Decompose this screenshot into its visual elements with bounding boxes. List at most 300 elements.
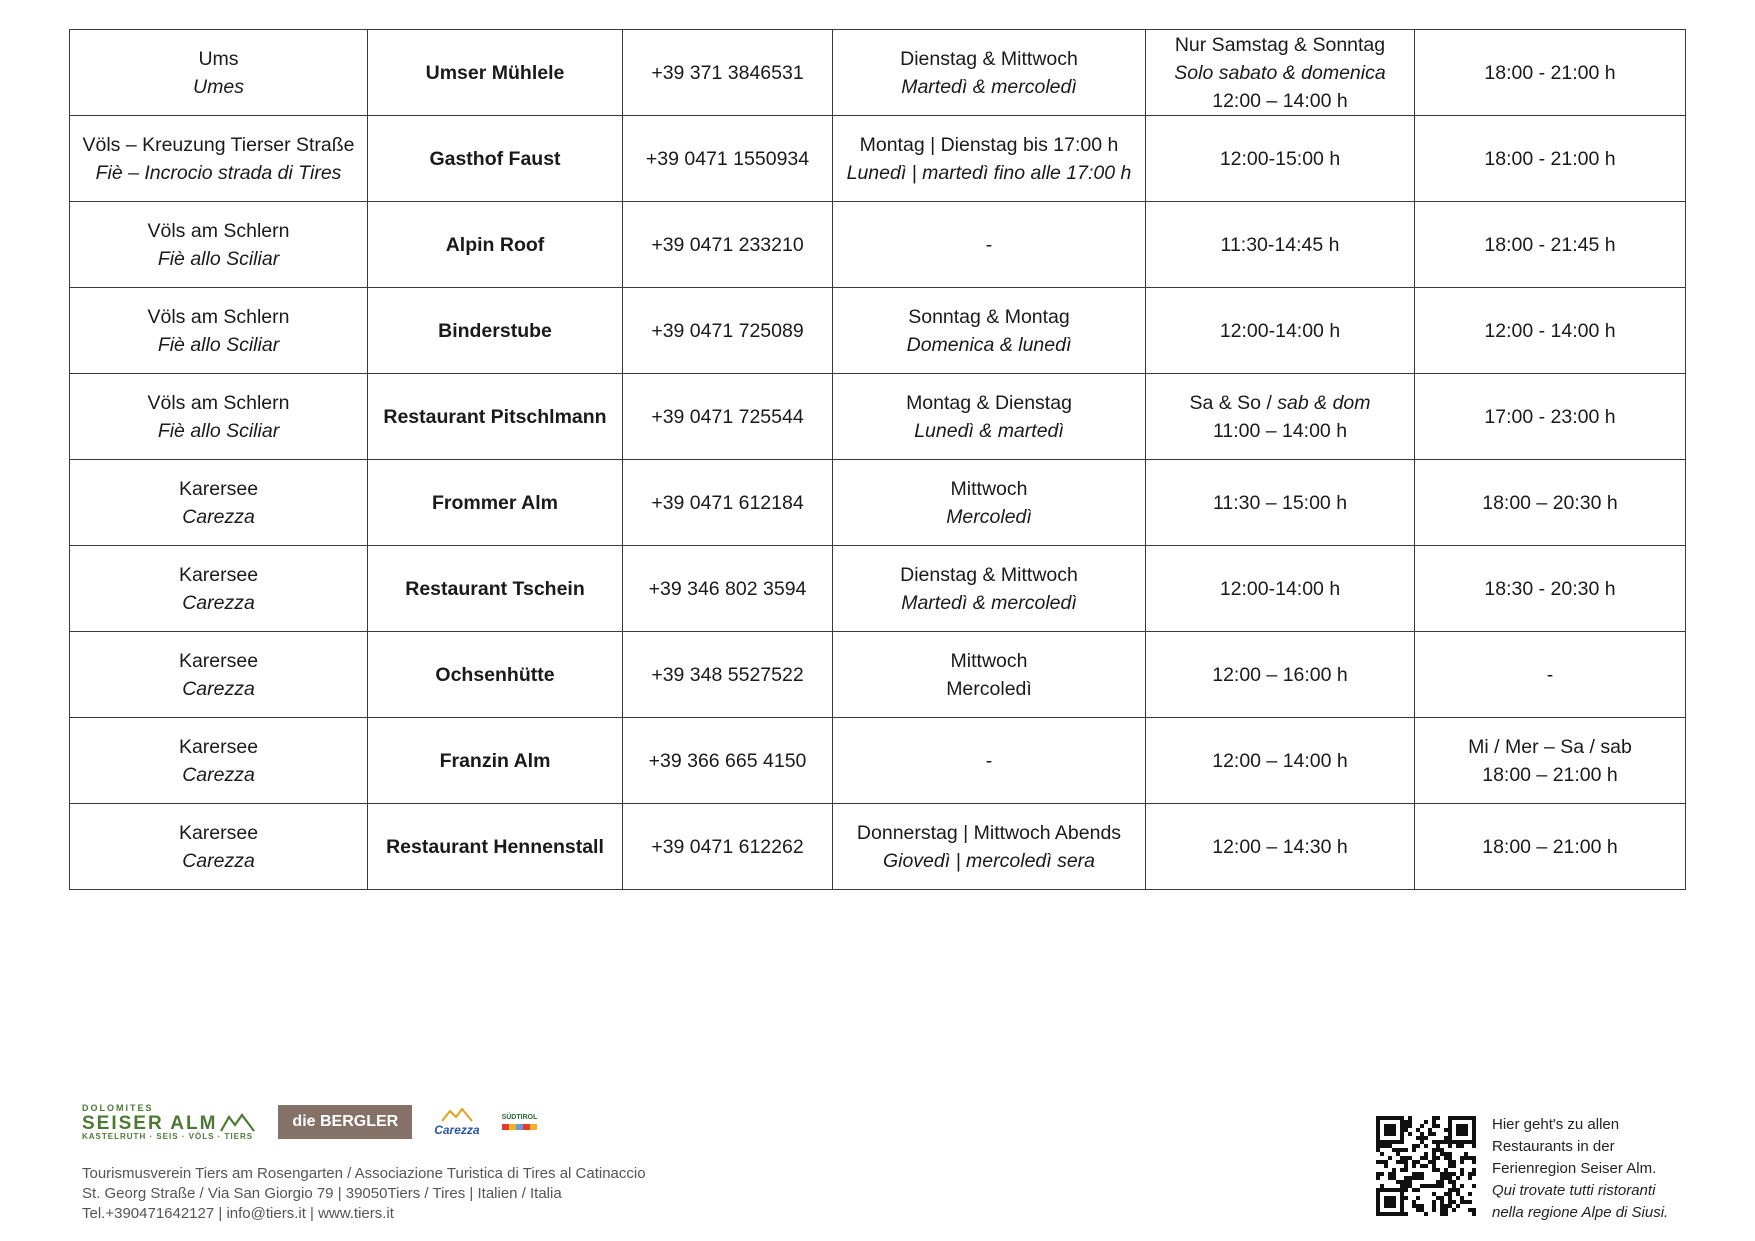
qr-module (1404, 1128, 1408, 1132)
qr-module (1412, 1188, 1416, 1192)
qr-module (1472, 1212, 1476, 1216)
qr-module (1440, 1172, 1444, 1176)
qr-module (1404, 1168, 1408, 1172)
qr-module (1456, 1128, 1460, 1132)
qr-module (1404, 1148, 1408, 1152)
qr-module (1448, 1172, 1452, 1176)
qr-module (1392, 1168, 1396, 1172)
qr-module (1408, 1120, 1412, 1124)
qr-module (1400, 1180, 1404, 1184)
qr-module (1440, 1200, 1444, 1204)
qr-module (1412, 1164, 1416, 1168)
qr-module (1448, 1156, 1452, 1160)
qr-module (1464, 1128, 1468, 1132)
qr-module (1468, 1176, 1472, 1180)
dinner-hours-cell (1415, 632, 1686, 718)
qr-module (1412, 1144, 1416, 1148)
location-cell (70, 718, 368, 804)
closed-extra: Mercoledì (946, 677, 1032, 700)
lunch-de: 12:00 – 14:00 h (1212, 749, 1348, 772)
qr-module (1436, 1124, 1440, 1128)
qr-module (1452, 1140, 1456, 1144)
location-de: Karersee (178, 477, 259, 500)
qr-module (1388, 1188, 1392, 1192)
qr-module (1444, 1136, 1448, 1140)
qr-module (1412, 1176, 1416, 1180)
qr-module (1448, 1152, 1452, 1156)
phone-cell[interactable]: +39 0471 612262 (623, 804, 833, 890)
qr-module (1436, 1196, 1440, 1200)
qr-module (1424, 1152, 1428, 1156)
phone-cell[interactable]: +39 346 802 3594 (623, 546, 833, 632)
qr-module (1448, 1196, 1452, 1200)
restaurant-name: Umser Mühlele (368, 30, 623, 116)
qr-code[interactable] (1376, 1116, 1476, 1216)
restaurant-name: Ochsenhütte (368, 632, 623, 718)
qr-module (1400, 1116, 1404, 1120)
qr-module (1440, 1196, 1444, 1200)
qr-module (1380, 1160, 1384, 1164)
qr-module (1472, 1208, 1476, 1212)
closed-days-cell (833, 632, 1146, 718)
qr-module (1392, 1116, 1396, 1120)
qr-module (1432, 1160, 1436, 1164)
qr-module (1452, 1180, 1456, 1184)
qr-module (1376, 1192, 1380, 1196)
qr-module (1380, 1212, 1384, 1216)
qr-module (1400, 1212, 1404, 1216)
lunch-hours-cell (1146, 30, 1415, 116)
closed-de: Mittwoch (950, 477, 1028, 500)
lunch-hours-cell (1146, 718, 1415, 804)
qr-module (1384, 1132, 1388, 1136)
table-row (70, 546, 1686, 632)
closed-de: Montag & Dienstag (906, 391, 1072, 414)
dinner-main: 18:30 - 20:30 h (1484, 577, 1616, 600)
qr-module (1388, 1172, 1392, 1176)
lunch-hours-cell (1146, 202, 1415, 288)
qr-module (1376, 1188, 1380, 1192)
qr-module (1460, 1172, 1464, 1176)
restaurant-name: Restaurant Pitschlmann (368, 374, 623, 460)
qr-module (1412, 1148, 1416, 1152)
lunch-hours-cell (1146, 374, 1415, 460)
qr-module (1420, 1136, 1424, 1140)
restaurant-name: Alpin Roof (368, 202, 623, 288)
qr-module (1388, 1116, 1392, 1120)
qr-module (1404, 1188, 1408, 1192)
qr-module (1384, 1124, 1388, 1128)
location-cell (70, 460, 368, 546)
qr-module (1432, 1168, 1436, 1172)
qr-module (1376, 1124, 1380, 1128)
qr-module (1448, 1160, 1452, 1164)
location-cell (70, 632, 368, 718)
closed-it: Lunedì | martedì fino alle 17:00 h (846, 161, 1132, 184)
qr-module (1412, 1160, 1416, 1164)
dinner-hours-cell (1415, 202, 1686, 288)
restaurant-name: Frommer Alm (368, 460, 623, 546)
qr-module (1448, 1192, 1452, 1196)
qr-module (1392, 1132, 1396, 1136)
qr-module (1400, 1168, 1404, 1172)
location-it: Carezza (182, 763, 255, 786)
qr-module (1444, 1172, 1448, 1176)
qr-module (1400, 1184, 1404, 1188)
qr-module (1452, 1172, 1456, 1176)
dinner-hours: 18:00 – 21:00 h (1482, 763, 1618, 786)
location-de: Karersee (178, 735, 259, 758)
footer-left (82, 1100, 646, 1224)
qr-module (1384, 1212, 1388, 1216)
qr-module (1444, 1176, 1448, 1180)
closed-it: Martedì & mercoledì (901, 75, 1077, 98)
qr-module (1456, 1188, 1460, 1192)
dinner-hours-cell (1415, 718, 1686, 804)
qr-module (1472, 1168, 1476, 1172)
qr-module (1404, 1160, 1408, 1164)
restaurant-name: Gasthof Faust (368, 116, 623, 202)
qr-module (1384, 1116, 1388, 1120)
qr-module (1384, 1140, 1388, 1144)
qr-module (1468, 1116, 1472, 1120)
qr-module (1456, 1132, 1460, 1136)
lunch-de: 12:00-14:00 h (1219, 319, 1341, 342)
qr-module (1444, 1204, 1448, 1208)
qr-module (1420, 1184, 1424, 1188)
qr-module (1400, 1128, 1404, 1132)
qr-module (1472, 1124, 1476, 1128)
qr-module (1468, 1172, 1472, 1176)
qr-module (1388, 1212, 1392, 1216)
qr-module (1392, 1148, 1396, 1152)
phone-cell[interactable]: +39 0471 725089 (623, 288, 833, 374)
closed-days-cell (833, 202, 1146, 288)
location-it: Carezza (182, 849, 255, 872)
address-line: St. Georg Straße / Via San Giorgio 79 | 39050Tiers / Tires | Italien / Italia (82, 1185, 562, 1202)
qr-module (1420, 1176, 1424, 1180)
qr-module (1472, 1120, 1476, 1124)
qr-module (1460, 1144, 1464, 1148)
qr-module (1384, 1196, 1388, 1200)
qr-module (1384, 1160, 1388, 1164)
qr-module (1468, 1208, 1472, 1212)
carezza-logo: Carezza (434, 1108, 479, 1136)
location-it: Carezza (182, 505, 255, 528)
phone-cell[interactable]: +39 0471 725544 (623, 374, 833, 460)
qr-module (1400, 1160, 1404, 1164)
qr-module (1392, 1212, 1396, 1216)
table-row (70, 632, 1686, 718)
qr-module (1420, 1124, 1424, 1128)
qr-module (1436, 1180, 1440, 1184)
qr-module (1376, 1160, 1380, 1164)
closed-days-cell (833, 718, 1146, 804)
qr-module (1392, 1172, 1396, 1176)
qr-module (1432, 1156, 1436, 1160)
phone-cell[interactable]: +39 0471 1550934 (623, 116, 833, 202)
qr-module (1432, 1120, 1436, 1124)
lunch-de: 12:00 – 16:00 h (1212, 663, 1348, 686)
dinner-hours-cell (1415, 288, 1686, 374)
qr-module (1384, 1200, 1388, 1204)
table-row (70, 288, 1686, 374)
partner-logos (82, 1100, 646, 1144)
qr-module (1452, 1116, 1456, 1120)
location-de: Karersee (178, 821, 259, 844)
qr-module (1404, 1124, 1408, 1128)
qr-module (1416, 1188, 1420, 1192)
qr-module (1400, 1136, 1404, 1140)
qr-module (1376, 1204, 1380, 1208)
qr-module (1388, 1128, 1392, 1132)
qr-module (1432, 1164, 1436, 1168)
qr-module (1448, 1136, 1452, 1140)
location-it: Carezza (182, 591, 255, 614)
dinner-main: 12:00 - 14:00 h (1484, 319, 1616, 342)
qr-module (1388, 1124, 1392, 1128)
qr-module (1424, 1184, 1428, 1188)
closed-de: Dienstag & Mittwoch (900, 563, 1078, 586)
qr-module (1416, 1128, 1420, 1132)
qr-module (1416, 1204, 1420, 1208)
qr-module (1432, 1204, 1436, 1208)
closed-de: Montag | Dienstag bis 17:00 h (859, 133, 1119, 156)
qr-module (1464, 1132, 1468, 1136)
qr-module (1404, 1184, 1408, 1188)
location-it: Carezza (182, 677, 255, 700)
qr-module (1392, 1200, 1396, 1204)
phone-cell[interactable]: +39 0471 612184 (623, 460, 833, 546)
lunch-hours-cell (1146, 804, 1415, 890)
dinner-main: Mi / Mer – Sa / sab (1468, 735, 1632, 758)
lunch-de: 12:00 – 14:30 h (1212, 835, 1348, 858)
qr-module (1408, 1184, 1412, 1188)
qr-module (1472, 1172, 1476, 1176)
qr-module (1376, 1128, 1380, 1132)
closed-it: Domenica & lunedì (906, 333, 1072, 356)
qr-module (1400, 1148, 1404, 1152)
lunch-hours-cell (1146, 116, 1415, 202)
dinner-main: 18:00 – 20:30 h (1482, 491, 1618, 514)
qr-module (1440, 1212, 1444, 1216)
lunch-hours: 12:00 – 14:00 h (1212, 89, 1348, 112)
qr-module (1472, 1132, 1476, 1136)
qr-module (1432, 1200, 1436, 1204)
qr-module (1400, 1124, 1404, 1128)
qr-module (1432, 1208, 1436, 1212)
qr-module (1468, 1140, 1472, 1144)
lunch-de: Nur Samstag & Sonntag (1174, 33, 1386, 56)
restaurant-name: Franzin Alm (368, 718, 623, 804)
qr-module (1416, 1160, 1420, 1164)
qr-module (1436, 1156, 1440, 1160)
qr-module (1460, 1200, 1464, 1204)
qr-module (1400, 1192, 1404, 1196)
phone-cell[interactable]: +39 366 665 4150 (623, 718, 833, 804)
qr-module (1392, 1188, 1396, 1192)
qr-module (1456, 1140, 1460, 1144)
qr-module (1376, 1120, 1380, 1124)
qr-module (1448, 1176, 1452, 1180)
qr-module (1424, 1164, 1428, 1168)
location-cell (70, 30, 368, 116)
closed-days-cell (833, 30, 1146, 116)
qr-module (1460, 1168, 1464, 1172)
qr-module (1432, 1124, 1436, 1128)
closed-days-cell (833, 804, 1146, 890)
qr-module (1400, 1188, 1404, 1192)
qr-module (1388, 1176, 1392, 1180)
phone-cell[interactable]: +39 0471 233210 (623, 202, 833, 288)
qr-module (1436, 1116, 1440, 1120)
location-de: Völs am Schlern (147, 305, 290, 328)
qr-module (1456, 1116, 1460, 1120)
location-it: Fiè – Incrocio strada di Tires (95, 161, 342, 184)
qr-module (1464, 1124, 1468, 1128)
qr-module (1408, 1124, 1412, 1128)
qr-module (1408, 1180, 1412, 1184)
qr-module (1388, 1140, 1392, 1144)
qr-module (1448, 1200, 1452, 1204)
qr-module (1380, 1152, 1384, 1156)
qr-module (1408, 1116, 1412, 1120)
qr-module (1440, 1140, 1444, 1144)
qr-module (1424, 1120, 1428, 1124)
qr-module (1416, 1144, 1420, 1148)
location-it: Fiè allo Sciliar (157, 333, 280, 356)
qr-module (1468, 1156, 1472, 1160)
closed-it: Martedì & mercoledì (901, 591, 1077, 614)
qr-module (1420, 1156, 1424, 1160)
qr-module (1424, 1144, 1428, 1148)
qr-module (1380, 1116, 1384, 1120)
qr-module (1448, 1204, 1452, 1208)
qr-module (1424, 1136, 1428, 1140)
lunch-hours-cell (1146, 546, 1415, 632)
qr-module (1376, 1132, 1380, 1136)
dinner-hours-cell (1415, 804, 1686, 890)
qr-module (1472, 1128, 1476, 1132)
phone-cell[interactable]: +39 348 5527522 (623, 632, 833, 718)
location-de: Ums (198, 47, 239, 70)
address-block (82, 1164, 646, 1224)
qr-module (1416, 1172, 1420, 1176)
qr-module (1420, 1204, 1424, 1208)
qr-module (1428, 1160, 1432, 1164)
location-it: Fiè allo Sciliar (157, 419, 280, 442)
dinner-hours-cell (1415, 116, 1686, 202)
qr-module (1440, 1152, 1444, 1156)
qr-module (1416, 1208, 1420, 1212)
location-de: Völs am Schlern (147, 391, 290, 414)
qr-module (1456, 1124, 1460, 1128)
qr-module (1396, 1188, 1400, 1192)
restaurant-name: Restaurant Hennenstall (368, 804, 623, 890)
dinner-main: 17:00 - 23:00 h (1484, 405, 1616, 428)
qr-module (1448, 1144, 1452, 1148)
qr-module (1456, 1204, 1460, 1208)
location-cell (70, 202, 368, 288)
closed-de: Sonntag & Montag (908, 305, 1070, 328)
qr-module (1460, 1116, 1464, 1120)
qr-module (1400, 1140, 1404, 1144)
qr-module (1404, 1120, 1408, 1124)
qr-module (1444, 1168, 1448, 1172)
qr-module (1400, 1120, 1404, 1124)
phone-cell[interactable]: +39 371 3846531 (623, 30, 833, 116)
lunch-hours-cell (1146, 288, 1415, 374)
qr-module (1404, 1156, 1408, 1160)
qr-module (1464, 1200, 1468, 1204)
qr-module (1444, 1208, 1448, 1212)
qr-module (1460, 1128, 1464, 1132)
dinner-hours-cell (1415, 374, 1686, 460)
qr-module (1444, 1156, 1448, 1160)
address-line: Tourismusverein Tiers am Rosengarten / Associazione Turistica di Tires al Catinaccio (82, 1165, 646, 1182)
qr-module (1448, 1132, 1452, 1136)
location-cell (70, 288, 368, 374)
qr-module (1404, 1180, 1408, 1184)
qr-module (1396, 1116, 1400, 1120)
qr-module (1456, 1192, 1460, 1196)
dinner-hours-cell (1415, 546, 1686, 632)
qr-module (1444, 1140, 1448, 1144)
qr-module (1396, 1180, 1400, 1184)
qr-module (1420, 1132, 1424, 1136)
qr-module (1444, 1192, 1448, 1196)
qr-module (1440, 1176, 1444, 1180)
qr-module (1448, 1164, 1452, 1168)
qr-module (1388, 1156, 1392, 1160)
qr-module (1456, 1176, 1460, 1180)
qr-module (1388, 1196, 1392, 1200)
location-de: Karersee (178, 563, 259, 586)
qr-module (1396, 1140, 1400, 1144)
dinner-main: 18:00 - 21:00 h (1484, 147, 1616, 170)
qr-module (1416, 1176, 1420, 1180)
suedtirol-logo: SÜDTIROL (502, 1114, 538, 1130)
restaurant-name: Restaurant Tschein (368, 546, 623, 632)
lunch-de: 12:00-15:00 h (1219, 147, 1341, 170)
qr-module (1472, 1140, 1476, 1144)
qr-module (1460, 1124, 1464, 1128)
location-de: Völs am Schlern (147, 219, 290, 242)
qr-module (1460, 1184, 1464, 1188)
qr-module (1380, 1144, 1384, 1148)
location-de: Völs – Kreuzung Tierser Straße (82, 133, 355, 156)
qr-module (1472, 1144, 1476, 1148)
qr-module (1452, 1160, 1456, 1164)
qr-module (1460, 1132, 1464, 1136)
qr-module (1400, 1204, 1404, 1208)
qr-module (1436, 1144, 1440, 1148)
closed-de: - (985, 233, 993, 256)
qr-module (1436, 1148, 1440, 1152)
qr-module (1388, 1132, 1392, 1136)
table-row (70, 718, 1686, 804)
closed-it: Mercoledì (946, 505, 1032, 528)
suedtirol-color-bars (502, 1124, 538, 1130)
location-cell (70, 546, 368, 632)
location-cell (70, 804, 368, 890)
qr-module (1380, 1172, 1384, 1176)
qr-module (1428, 1128, 1432, 1132)
qr-module (1384, 1164, 1388, 1168)
table-row (70, 804, 1686, 890)
qr-module (1396, 1152, 1400, 1156)
lunch-hours-cell (1146, 632, 1415, 718)
